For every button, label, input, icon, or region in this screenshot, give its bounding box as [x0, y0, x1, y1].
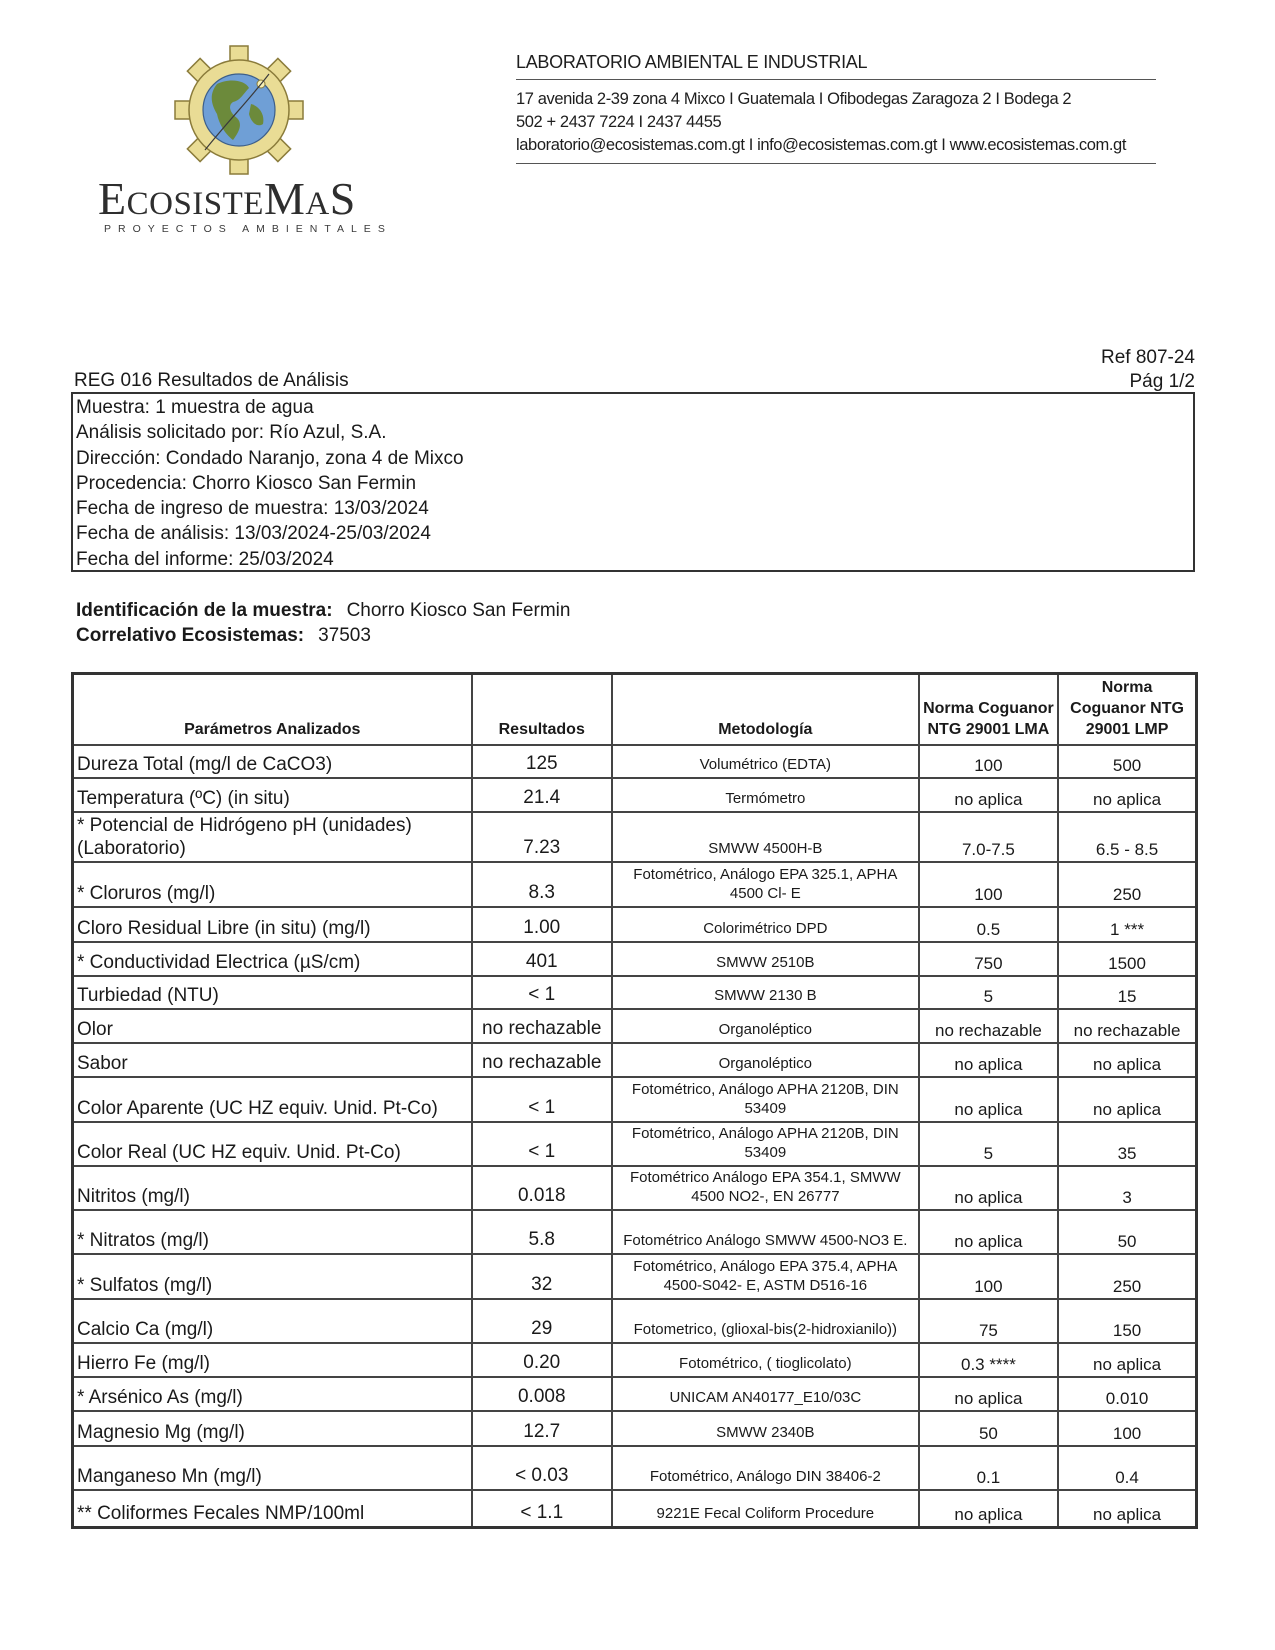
- parameter-cell: Olor: [73, 1009, 472, 1043]
- method-cell: UNICAM AN40177_E10/03C: [612, 1377, 919, 1411]
- result-cell: < 0.03: [472, 1446, 612, 1490]
- method-cell: Organoléptico: [612, 1009, 919, 1043]
- sample-info-row: Dirección: Condado Naranjo, zona 4 de Mixco: [76, 447, 464, 469]
- lma-cell: no aplica: [919, 1490, 1058, 1528]
- lmp-cell: 250: [1058, 862, 1196, 907]
- lmp-cell: 1500: [1058, 942, 1196, 976]
- result-cell: 1.00: [472, 907, 612, 942]
- parameter-cell: Color Aparente (UC HZ equiv. Unid. Pt-Co): [73, 1077, 472, 1122]
- table-row: [73, 1411, 1197, 1446]
- parameter-cell: Dureza Total (mg/l de CaCO3): [73, 745, 472, 778]
- table-row: [73, 1446, 1197, 1490]
- lmp-cell: no aplica: [1058, 1343, 1196, 1377]
- sample-info-box: [71, 392, 1195, 572]
- lmp-cell: no aplica: [1058, 778, 1196, 812]
- lma-cell: no aplica: [919, 1166, 1058, 1210]
- parameter-cell: * Cloruros (mg/l): [73, 862, 472, 907]
- header-result: Resultados: [472, 674, 612, 745]
- lmp-cell: 50: [1058, 1210, 1196, 1254]
- table-header-row: [73, 674, 1197, 745]
- lma-cell: 100: [919, 1254, 1058, 1299]
- sample-info-row: Análisis solicitado por: Río Azul, S.A.: [76, 422, 387, 444]
- result-cell: < 1.1: [472, 1490, 612, 1528]
- sample-info-row: Fecha de análisis: 13/03/2024-25/03/2024: [76, 523, 431, 545]
- method-cell: Organoléptico: [612, 1043, 919, 1077]
- method-cell: Termómetro: [612, 778, 919, 812]
- method-cell: Fotométrico, Análogo DIN 38406-2: [612, 1446, 919, 1490]
- lab-name: LABORATORIO AMBIENTAL E INDUSTRIAL: [516, 52, 1156, 80]
- sample-info-row: Procedencia: Chorro Kiosco San Fermin: [76, 472, 417, 494]
- table-row: [73, 1377, 1197, 1411]
- parameter-cell: Manganeso Mn (mg/l): [73, 1446, 472, 1490]
- parameter-cell: Temperatura (ºC) (in situ): [73, 778, 472, 812]
- parameter-cell: * Sulfatos (mg/l): [73, 1254, 472, 1299]
- lma-cell: 750: [919, 942, 1058, 976]
- parameter-cell: Hierro Fe (mg/l): [73, 1343, 472, 1377]
- lma-cell: no rechazable: [919, 1009, 1058, 1043]
- lmp-cell: 15: [1058, 976, 1196, 1009]
- header-method: Metodología: [612, 674, 919, 745]
- table-row: [73, 812, 1197, 862]
- table-row: [73, 1166, 1197, 1210]
- lma-cell: 0.5: [919, 907, 1058, 942]
- lab-phones: 502 + 2437 7224 I 2437 4455: [516, 113, 722, 131]
- lma-cell: 100: [919, 862, 1058, 907]
- result-cell: 8.3: [472, 862, 612, 907]
- lmp-cell: 0.010: [1058, 1377, 1196, 1411]
- parameter-cell: * Nitratos (mg/l): [73, 1210, 472, 1254]
- parameter-cell: Magnesio Mg (mg/l): [73, 1411, 472, 1446]
- lmp-cell: 6.5 - 8.5: [1058, 812, 1196, 862]
- result-cell: 125: [472, 745, 612, 778]
- lmp-cell: no aplica: [1058, 1490, 1196, 1528]
- lma-cell: 7.0-7.5: [919, 812, 1058, 862]
- report-title: REG 016 Resultados de Análisis: [74, 370, 349, 391]
- result-cell: 5.8: [472, 1210, 612, 1254]
- header-lmp: Norma Coguanor NTG 29001 LMP: [1058, 674, 1196, 745]
- result-cell: no rechazable: [472, 1043, 612, 1077]
- header-lma: Norma Coguanor NTG 29001 LMA: [919, 674, 1058, 745]
- parameter-cell: Cloro Residual Libre (in situ) (mg/l): [73, 907, 472, 942]
- method-cell: Fotometrico, (glioxal-bis(2-hidroxianilo)): [612, 1299, 919, 1343]
- result-cell: 7.23: [472, 812, 612, 862]
- parameter-cell: ** Coliformes Fecales NMP/100ml: [73, 1490, 472, 1528]
- lma-cell: 0.3 ****: [919, 1343, 1058, 1377]
- lmp-cell: no aplica: [1058, 1043, 1196, 1077]
- result-cell: 0.20: [472, 1343, 612, 1377]
- result-cell: 29: [472, 1299, 612, 1343]
- table-row: [73, 1254, 1197, 1299]
- lmp-cell: 0.4: [1058, 1446, 1196, 1490]
- table-row: [73, 907, 1197, 942]
- method-cell: Fotométrico Análogo EPA 354.1, SMWW 4500 NO2-, EN 26777: [612, 1166, 919, 1210]
- method-cell: Colorimétrico DPD: [612, 907, 919, 942]
- method-cell: SMWW 2510B: [612, 942, 919, 976]
- table-row: [73, 942, 1197, 976]
- lmp-cell: no aplica: [1058, 1077, 1196, 1122]
- lma-cell: no aplica: [919, 1077, 1058, 1122]
- result-cell: < 1: [472, 1122, 612, 1166]
- results-table: [71, 672, 1198, 1529]
- correlative-value: 37503: [318, 625, 371, 646]
- result-cell: 0.008: [472, 1377, 612, 1411]
- sample-info-row: Fecha de ingreso de muestra: 13/03/2024: [76, 498, 429, 520]
- lab-header: [516, 52, 1156, 164]
- lab-address: 17 avenida 2-39 zona 4 Mixco I Guatemala I Ofibodegas Zaragoza 2 I Bodega 2: [516, 90, 1072, 108]
- parameter-cell: * Potencial de Hidrógeno pH (unidades) (Laboratorio): [73, 812, 472, 862]
- method-cell: Fotométrico, Análogo APHA 2120B, DIN 53409: [612, 1077, 919, 1122]
- parameter-cell: * Arsénico As (mg/l): [73, 1377, 472, 1411]
- method-cell: SMWW 2130 B: [612, 976, 919, 1009]
- lmp-cell: 3: [1058, 1166, 1196, 1210]
- lmp-cell: 35: [1058, 1122, 1196, 1166]
- brand-tagline: PROYECTOS AMBIENTALES: [104, 223, 392, 235]
- lmp-cell: 250: [1058, 1254, 1196, 1299]
- sample-info-row: Fecha del informe: 25/03/2024: [76, 548, 334, 570]
- lma-cell: no aplica: [919, 778, 1058, 812]
- lmp-cell: 100: [1058, 1411, 1196, 1446]
- table-row: [73, 745, 1197, 778]
- table-row: [73, 976, 1197, 1009]
- result-cell: 32: [472, 1254, 612, 1299]
- header-param: Parámetros Analizados: [73, 674, 472, 745]
- table-row: [73, 1490, 1197, 1528]
- method-cell: 9221E Fecal Coliform Procedure: [612, 1490, 919, 1528]
- table-row: [73, 862, 1197, 907]
- table-row: [73, 1122, 1197, 1166]
- gear-globe-icon: [170, 44, 308, 176]
- table-row: [73, 778, 1197, 812]
- lma-cell: 0.1: [919, 1446, 1058, 1490]
- table-row: [73, 1009, 1197, 1043]
- lma-cell: no aplica: [919, 1377, 1058, 1411]
- parameter-cell: Calcio Ca (mg/l): [73, 1299, 472, 1343]
- reference-block: [1101, 346, 1195, 394]
- result-cell: 21.4: [472, 778, 612, 812]
- method-cell: Fotométrico, Análogo EPA 325.1, APHA 4500 Cl- E: [612, 862, 919, 907]
- brand-name: ECOSISTEMAS: [98, 173, 356, 224]
- lma-cell: 5: [919, 976, 1058, 1009]
- parameter-cell: Sabor: [73, 1043, 472, 1077]
- parameter-cell: Nitritos (mg/l): [73, 1166, 472, 1210]
- lma-cell: 75: [919, 1299, 1058, 1343]
- method-cell: Volumétrico (EDTA): [612, 745, 919, 778]
- table-row: [73, 1043, 1197, 1077]
- lmp-cell: no rechazable: [1058, 1009, 1196, 1043]
- result-cell: 401: [472, 942, 612, 976]
- result-cell: 0.018: [472, 1166, 612, 1210]
- lmp-cell: 1 ***: [1058, 907, 1196, 942]
- lma-cell: no aplica: [919, 1210, 1058, 1254]
- identification-label: Identificación de la muestra:: [76, 600, 333, 621]
- lma-cell: 50: [919, 1411, 1058, 1446]
- result-cell: 12.7: [472, 1411, 612, 1446]
- reference-number: Ref 807-24: [1100, 347, 1195, 368]
- method-cell: SMWW 4500H-B: [612, 812, 919, 862]
- results-body: [73, 745, 1197, 1528]
- page-number: Pág 1/2: [1129, 371, 1195, 392]
- identification-value: Chorro Kiosco San Fermin: [346, 600, 571, 621]
- sample-info-row: Muestra: 1 muestra de agua: [76, 397, 314, 418]
- result-cell: no rechazable: [472, 1009, 612, 1043]
- method-cell: Fotométrico, Análogo APHA 2120B, DIN 53409: [612, 1122, 919, 1166]
- method-cell: Fotométrico, ( tioglicolato): [612, 1343, 919, 1377]
- lma-cell: 100: [919, 745, 1058, 778]
- result-cell: < 1: [472, 1077, 612, 1122]
- sample-identification: [76, 598, 570, 648]
- parameter-cell: Turbiedad (NTU): [73, 976, 472, 1009]
- table-row: [73, 1210, 1197, 1254]
- method-cell: Fotométrico Análogo SMWW 4500-NO3 E.: [612, 1210, 919, 1254]
- table-row: [73, 1077, 1197, 1122]
- parameter-cell: Color Real (UC HZ equiv. Unid. Pt-Co): [73, 1122, 472, 1166]
- result-cell: < 1: [472, 976, 612, 1009]
- table-row: [73, 1299, 1197, 1343]
- method-cell: Fotométrico, Análogo EPA 375.4, APHA 4500-S042- E, ASTM D516-16: [612, 1254, 919, 1299]
- parameter-cell: * Conductividad Electrica (µS/cm): [73, 942, 472, 976]
- lma-cell: no aplica: [919, 1043, 1058, 1077]
- lma-cell: 5: [919, 1122, 1058, 1166]
- method-cell: SMWW 2340B: [612, 1411, 919, 1446]
- company-logo: [98, 44, 392, 244]
- lab-contacts: laboratorio@ecosistemas.com.gt I info@ecosistemas.com.gt I www.ecosistemas.com.gt: [516, 136, 1126, 154]
- lmp-cell: 500: [1058, 745, 1196, 778]
- lmp-cell: 150: [1058, 1299, 1196, 1343]
- table-row: [73, 1343, 1197, 1377]
- correlative-label: Correlativo Ecosistemas:: [76, 625, 305, 646]
